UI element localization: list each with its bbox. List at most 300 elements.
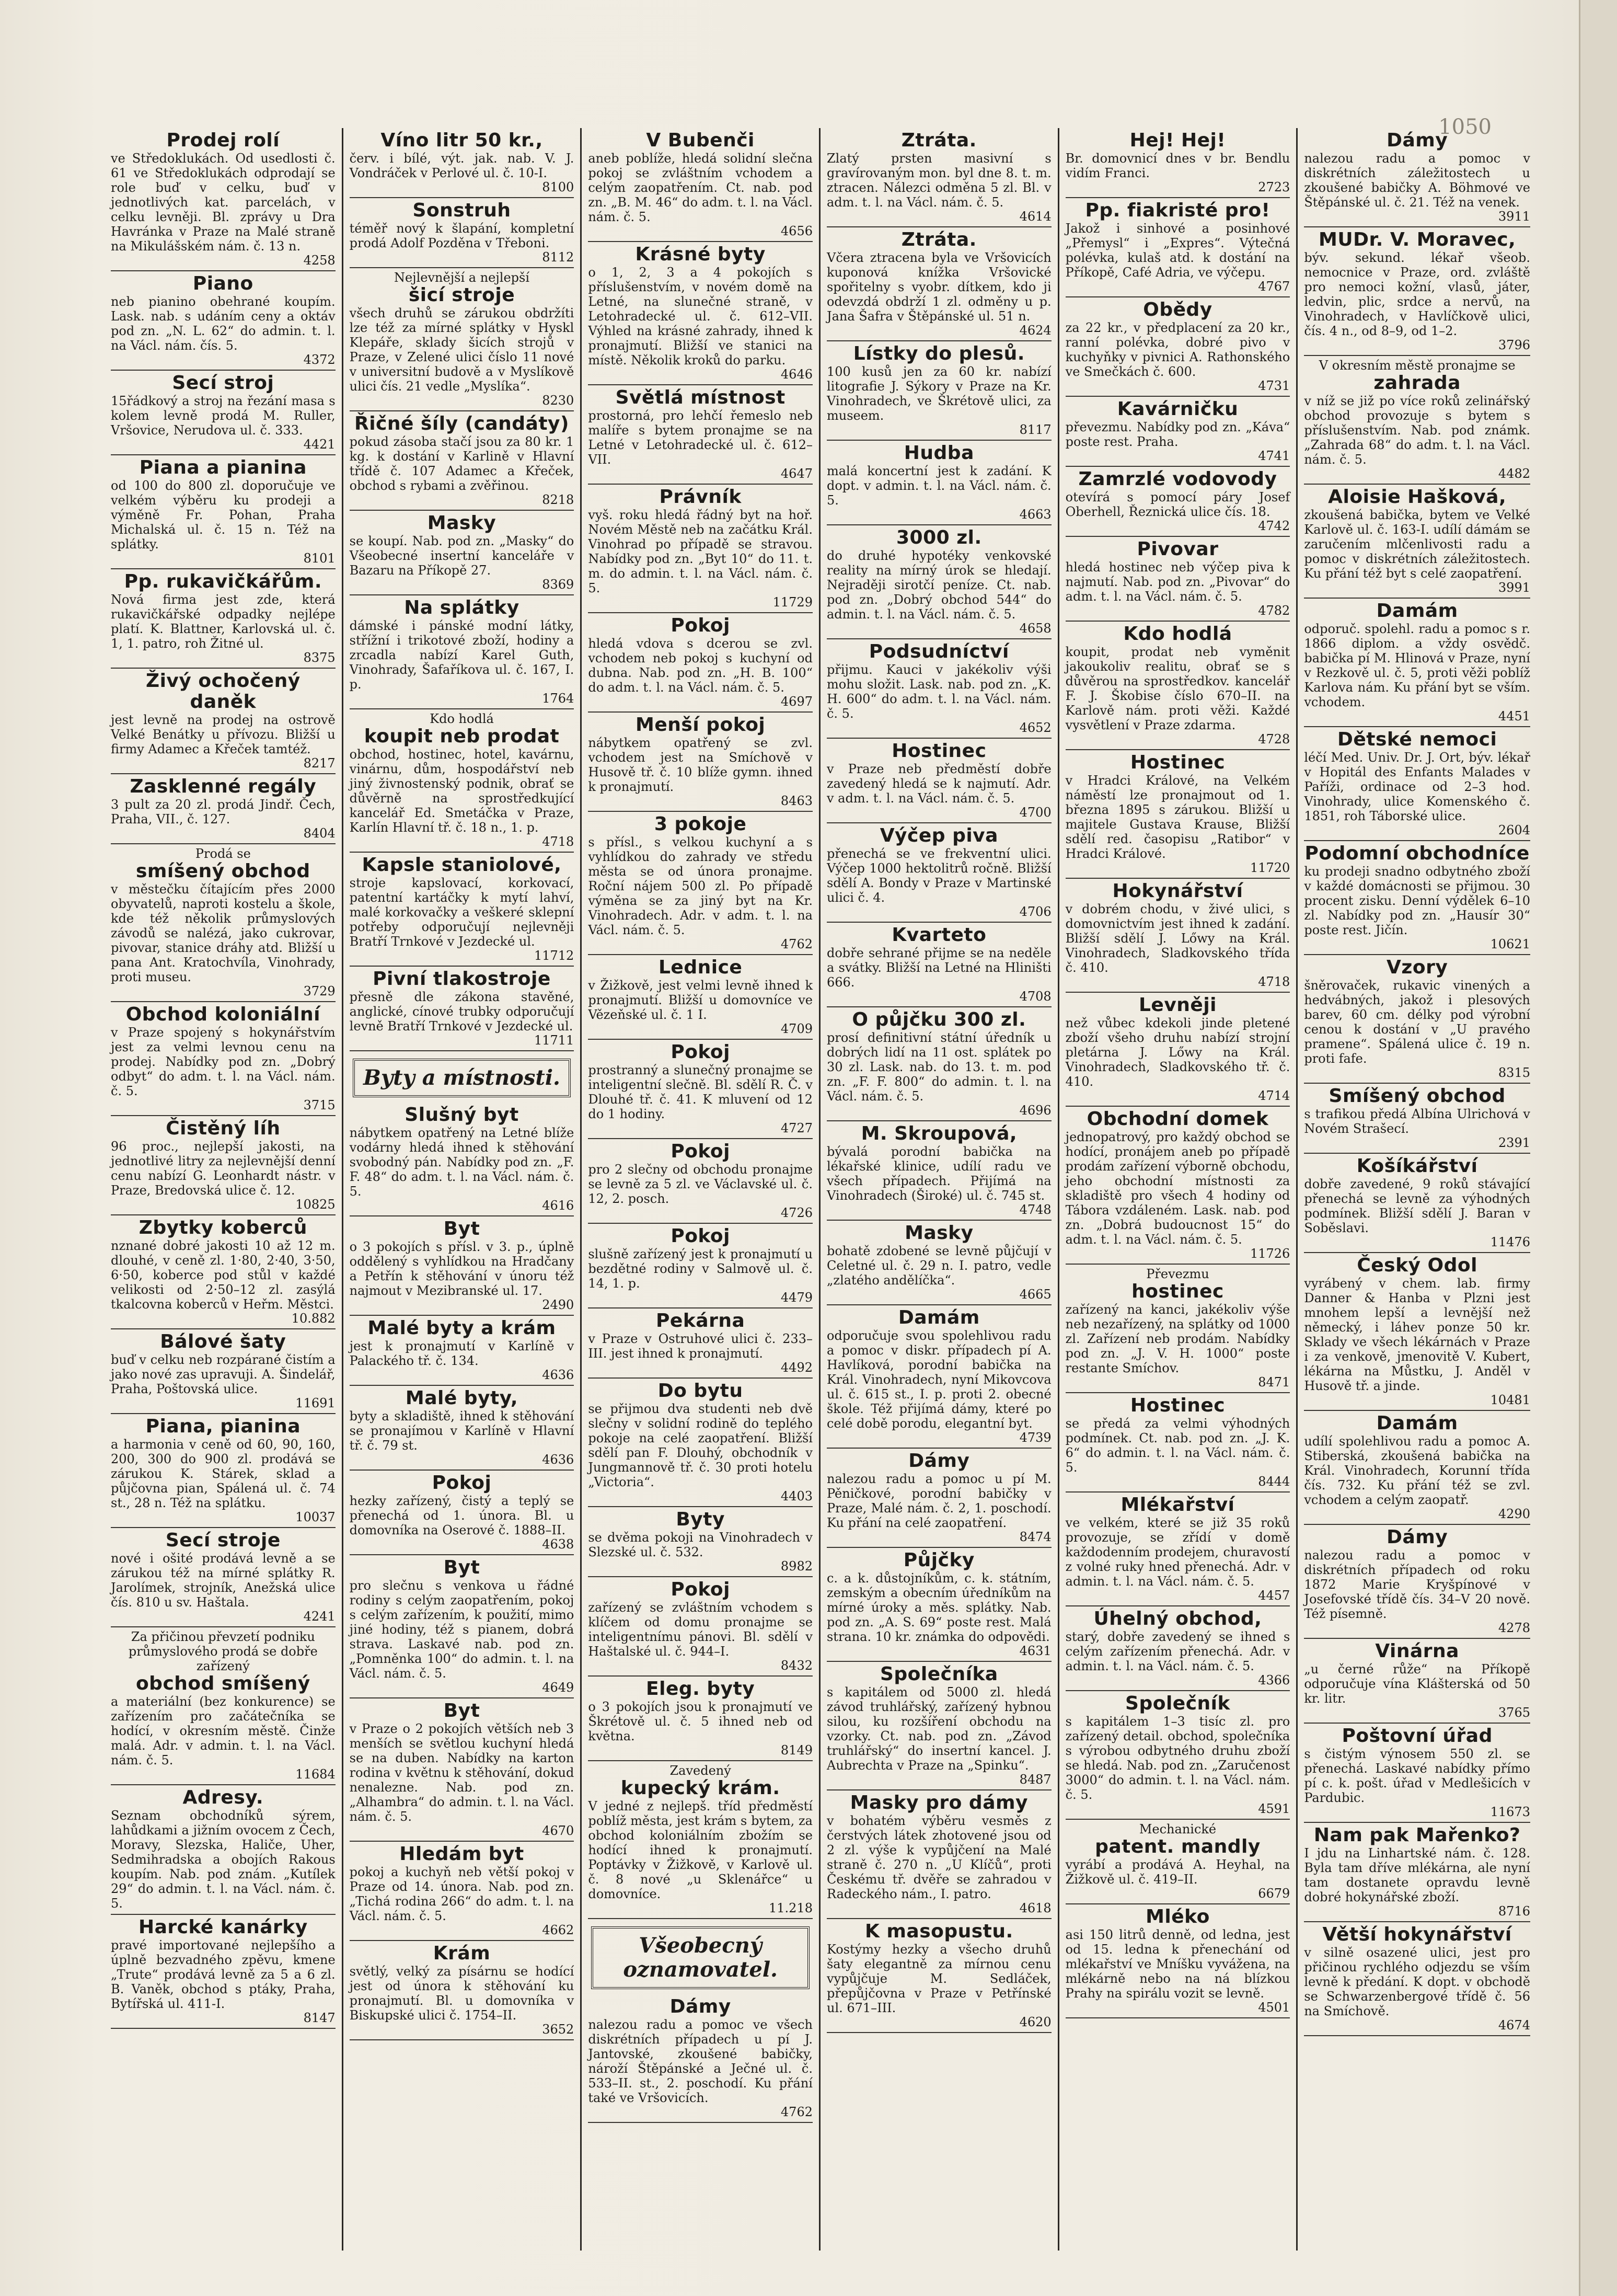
ad-body: nalezou radu a pomoc u pí M. Pěničkové, porodní babičky v Praze, Malé nám. č. 2, 1. poschodí. Ku přání na celé zaopatření. xyxy=(826,1472,1052,1530)
ad-number: 11720 xyxy=(1250,860,1290,875)
classified-ad xyxy=(1304,1724,1530,1823)
ad-body: ku prodeji snadno odbytného zboží v každé domácnosti se přijmou. 30 procent zisku. Denní výdělek 6–10 zl. Nabídky pod zn. „Hausír 30“ poste rest. Jičín. xyxy=(1304,864,1530,937)
ad-body: zkoušená babička, bytem ve Velké Karlově ul. č. 163-I. udílí dámám se zaručením mlčenlivosti radu a pomoc v diskrétních záležitostech. Ku přání též byt s celé zaopatření. xyxy=(1304,508,1530,581)
classified-ad xyxy=(588,1040,813,1139)
ad-body: s čistým výnosem 550 zl. se přenechá. Laskavé nabídky přímo pí c. k. pošt. úřad v Medlešicích v Pardubic. xyxy=(1304,1747,1530,1805)
ad-body: Seznam obchodníků sýrem, lahůdkami a jižním ovocem z Čech, Moravy, Slezska, Haliče, Uher, Sedmihradska a obojích Rakous koupím. Nab. pod znám. „Kutílek 29“ do admin. t. l. na Václ. nám. č. 5. xyxy=(111,1808,336,1911)
ad-headline: Sonstruh xyxy=(412,200,511,221)
classified-ad xyxy=(111,1785,336,1915)
ad-number: 4421 xyxy=(303,437,336,452)
ad-number: 8474 xyxy=(1019,1530,1052,1544)
ad-headline: Pokoj xyxy=(432,1472,492,1494)
classified-ad xyxy=(1304,128,1530,227)
classified-ad xyxy=(1066,198,1290,297)
ad-headline: Damám xyxy=(1376,600,1458,622)
ad-headline: Bálové šaty xyxy=(160,1331,286,1352)
ad-body: pro 2 slečny od obchodu pronajme se levně za 5 zl. ve Václavské ul. č. 12, 2. posch. xyxy=(588,1162,813,1206)
ad-body: v Praze neb předměstí dobře zavedený hledá se k najmutí. Adr. v adm. t. l. na Václ. nám. č. 5. xyxy=(826,762,1052,806)
ad-headline: Pokoj xyxy=(671,1141,730,1162)
classified-ad xyxy=(1304,1154,1530,1253)
ad-number: 3765 xyxy=(1498,1705,1530,1720)
ad-number: 10825 xyxy=(295,1197,336,1212)
classified-ad xyxy=(1304,485,1530,599)
ad-number: 4728 xyxy=(1258,732,1290,747)
ad-body: odporučuje svou spolehlivou radu a pomoc v diskr. případech pí A. Havlíková, porodní babička na Král. Vinohradech, nyní Mikovcova ul. č. 615 st., I. p. proti 2. obecné škole. Též přijímá dámy, které po celé době porodu, elegantní byt. xyxy=(826,1328,1052,1431)
ad-body: šněrovaček, rukavic vinených a hedvábných, jakož i plesových barev, 60 cm. délky pod výrobní cenou k dostání v „U pravého pramene“. Spálená ulice č. 19 n. proti fafe. xyxy=(1304,978,1530,1066)
ad-number: 4614 xyxy=(1019,209,1052,224)
ad-number: 8218 xyxy=(542,492,574,507)
ad-body: vyrábený v chem. lab. firmy Danner & Hanba v Plzni jest mnohem lepší a levnější než německý, i láhev ponze 50 kr. Sklady ve všech lékárnách v Praze i za venkově, jmenovitě V. Kubert, lékárna na Můstku, J. Anděl v Husově tř. a jinde. xyxy=(1304,1276,1530,1393)
ad-headline: Slušný byt xyxy=(405,1104,519,1126)
ad-preline: V okresním městě pronajme se xyxy=(1319,358,1516,373)
ad-body: v Praze v Ostruhové ulici č. 233–III. jest ihned k pronajmutí. xyxy=(588,1331,813,1361)
ad-headline: hostinec xyxy=(1131,1281,1224,1302)
ad-body: se předá za velmi výhodných podmínek. Ct. nab. pod zn. „J. K. 6“ do admin. t. l. na Václ. nám. č. 5. xyxy=(1065,1416,1290,1475)
ad-number: 8487 xyxy=(1019,1772,1052,1787)
ad-number: 4767 xyxy=(1258,279,1290,294)
ad-headline: Pokoj xyxy=(671,1041,730,1063)
ad-preline: Převezmu xyxy=(1146,1267,1209,1281)
ad-headline: Adresy. xyxy=(182,1787,264,1808)
ad-preline: Prodá se xyxy=(195,846,251,861)
ad-number: 4366 xyxy=(1258,1673,1290,1687)
ad-headline: Smíšený obchod xyxy=(1329,1085,1506,1107)
classified-ad xyxy=(350,511,574,595)
ad-headline: Dámy xyxy=(908,1450,970,1472)
ad-number: 4482 xyxy=(1498,466,1530,481)
classified-ad xyxy=(1066,1265,1290,1393)
ad-body: pro slečnu s venkova u řádné rodiny s celým zaopatřením, pokoj s celým zařízením, k použití, mimo jiné hodiny, též s pianem, dobrá strava. Laskavé nab. pod zn. „Pomněnka 100“ do admin. t. l. na Václ. nám. č. 5. xyxy=(349,1578,574,1681)
ad-number: 4479 xyxy=(780,1290,813,1305)
ad-body: hledá vdova s dcerou se zvl. vchodem neb pokoj s kuchyní od dubna. Nab. pod zn. „H. B. 100“ do adm. t. l. na Václ. nám. č. 5. xyxy=(588,636,813,695)
ad-headline: Společník xyxy=(1125,1693,1230,1714)
ad-number: 8147 xyxy=(303,2011,336,2025)
ad-number: 4658 xyxy=(1019,621,1052,636)
classified-ad xyxy=(1066,467,1290,537)
ad-number: 4709 xyxy=(780,1021,813,1036)
ad-headline: Vinárna xyxy=(1375,1640,1459,1662)
classified-ad xyxy=(1304,1922,1530,2036)
ad-number: 3652 xyxy=(542,2022,574,2037)
ad-number: 4762 xyxy=(780,937,813,951)
ad-headline: Damám xyxy=(1376,1413,1458,1434)
classified-ad xyxy=(827,441,1052,525)
ad-number: 4656 xyxy=(780,224,813,238)
ad-number: 2490 xyxy=(542,1298,574,1312)
ad-body: I jdu na Linhartské nám. č. 128. Byla tam dříve mlékárna, ale nyní tam dostanete opravdu levně dobré hokynářské zboží. xyxy=(1304,1846,1530,1904)
classified-ad xyxy=(111,1329,336,1414)
classified-ad xyxy=(1304,1823,1530,1922)
ad-preline: Za přičinou převzetí podniku průmyslového prodá se dobře zařízený xyxy=(128,1629,318,1673)
classified-ad xyxy=(1304,1525,1530,1639)
ad-body: o 1, 2, 3 a 4 pokojích s příslušenstvím, v novém domě na Letné, na slunečné straně, v Letohradecké ul. č. 612–VII. Výhled na krásné zahrady, ihned k pronajmutí. Bližší ve stanici na místě. Několik kroků do parku. xyxy=(588,265,813,368)
ad-headline: Zasklenné regály xyxy=(130,776,317,797)
classified-ad xyxy=(111,1915,336,2029)
ad-body: jednopatrový, pro každý obchod se hodící, pronájem aneb po případě prodám zařízení výborně obchodu, jeho obchodní místnosti za skladiště pro všech 4 hodiny od Tábora vzdáleném. Lask. nab. pod zn. „Dobrá budoucnost 15“ do adm. t. l. na Václ. nám. č. 5. xyxy=(1065,1130,1290,1247)
ad-body: bohatě zdobené se levně půjčují v Celetné ul. č. 29 n. I. patro, vedle „zlatého andělíčka“. xyxy=(826,1244,1052,1288)
classified-ad xyxy=(588,485,813,613)
ad-headline: Byty xyxy=(676,1509,725,1530)
classified-ad xyxy=(827,227,1052,341)
ad-number: 4739 xyxy=(1019,1430,1052,1445)
classified-ad xyxy=(1066,1493,1290,1606)
ad-number: 4451 xyxy=(1498,709,1530,724)
classified-ad xyxy=(588,242,813,385)
classified-ad xyxy=(588,1224,813,1308)
ad-body: aneb poblíže, hledá solidní slečna pokoj se zvláštním vchodem a celým zaopatřením. Ct. nab. pod zn. „B. M. 46“ do adm. t. l. na Václ. nám. č. 5. xyxy=(588,151,813,224)
ad-headline: MUDr. V. Moravec, xyxy=(1319,229,1516,250)
ad-number: 4618 xyxy=(1019,1901,1052,1915)
ad-headline: Lednice xyxy=(658,957,743,978)
ad-headline: Levněji xyxy=(1138,994,1217,1016)
classified-ad xyxy=(111,1002,336,1116)
ad-body: v Hradci Králové, na Velkém náměstí lze pronajmout od 1. března 1895 s zárukou. Bližší u majitele Gustava Krause, Bližší sdělí red. časopisu „Ratibor“ v Hradci Králové. xyxy=(1065,773,1290,861)
ad-headline: Nam pak Mařenko? xyxy=(1313,1824,1521,1846)
ad-body: v Praze spojený s hokynářstvím jest za velmi levnou cenu na prodej. Nabídky pod zn. „Dobrý odbyt“ do adm. t. l. na Václ. nám. č. 5. xyxy=(111,1025,336,1098)
classified-ad xyxy=(111,1528,336,1627)
ad-number: 4646 xyxy=(780,367,813,382)
classified-ad xyxy=(350,967,574,1051)
ad-headline: Mlékařství xyxy=(1121,1494,1235,1516)
ad-body: nznané dobré jakosti 10 až 12 m. dlouhé, v ceně zl. 1·80, 2·40, 3·50, 6·50, koberce pod stůl v každé velikosti od 2·50–12 zl. zasýlá tkalcovna koberců v Heřm. Městci. xyxy=(111,1238,336,1312)
ad-body: od 100 do 800 zl. doporučuje ve velkém výběru ku prodeji a výměně Fr. Pohan, Praha Michalská ul. č. 15 n. Též na splátky. xyxy=(111,478,336,552)
ad-headline: Kdo hodlá xyxy=(1123,623,1232,645)
ad-body: 96 proc., nejlepší jakosti, na jednotlivé litry za nejlevnější denní cenu nabízí G. Leonhardt nástr. v Praze, Bredovská ulice č. 12. xyxy=(111,1139,336,1198)
column-5 xyxy=(1059,128,1298,2251)
classified-ad xyxy=(1066,1393,1290,1493)
ad-headline: Hostinec xyxy=(892,740,987,762)
classified-ad xyxy=(1304,356,1530,485)
classified-ad xyxy=(111,1116,336,1215)
ad-headline: Secí stroj xyxy=(172,372,274,394)
classified-ad xyxy=(1304,955,1530,1084)
ad-number: 8716 xyxy=(1498,1904,1530,1919)
ad-headline: Obchodní domek xyxy=(1087,1108,1269,1130)
ad-headline: Mléko xyxy=(1146,1906,1210,1927)
classified-ad xyxy=(827,1305,1052,1449)
ad-body: ve velkém, které se již 35 roků provozuje, se zřídí v domě každodenním prodejem, churavostí z volné ruky hned přenechá. Adr. v admin. t. l. na Václ. nám. č. 5. xyxy=(1065,1516,1290,1589)
classified-ad xyxy=(111,455,336,569)
ad-headline: Obchod koloniální xyxy=(125,1004,320,1025)
ad-body: léčí Med. Univ. Dr. J. Ort, býv. lékař v Hopitál des Enfants Malades v Paříži, ordinace od 2–3 hod. Vinohrady, ulice Komenského č. 1851, roh Táborské ulice. xyxy=(1304,750,1530,823)
ad-number: 6679 xyxy=(1258,1886,1290,1901)
ad-number: 1764 xyxy=(542,691,574,706)
ad-body: červ. i bílé, výt. jak. nab. V. J. Vondráček v Perlové ul. č. 10-I. xyxy=(349,151,574,180)
ad-number: 3796 xyxy=(1498,338,1530,352)
ad-headline: Řičné šíly (candáty) xyxy=(354,413,569,434)
ad-headline: Světlá místnost xyxy=(615,387,786,408)
ad-number: 4706 xyxy=(1019,904,1052,919)
classified-ad xyxy=(350,1103,574,1216)
ad-body: býv. sekund. lékař všeob. nemocnice v Praze, ord. zvláště pro nemoci kožní, vlasů, játer, ledvin, plic, srdce a nervů, na Vinohradech, v Havlíčkově ulici, čís. 4 n., od 8–9, od 1–2. xyxy=(1304,250,1530,338)
classified-ad xyxy=(1066,297,1290,397)
ad-number: 3911 xyxy=(1498,209,1530,224)
ad-body: nábytkem opatřený se zvl. vchodem jest na Smíchově v Husově tř. č. 10 blíže gymn. ihned k pronajmutí. xyxy=(588,736,813,794)
ad-headline: Český Odol xyxy=(1357,1255,1477,1276)
page-number: 1050 xyxy=(1438,115,1492,139)
ad-headline: Prodej rolí xyxy=(166,130,280,151)
ad-headline: Masky pro dámy xyxy=(850,1792,1028,1813)
ad-body: nalezou radu a pomoc ve všech diskrétních případech u pí J. Jantovské, zkoušené babičky, nároží Štěpánské a Ječné ul. č. 533–II. st., 2. poschodí. Ku přání také ve Vršovicích. xyxy=(588,2017,813,2105)
ad-body: pokud zásoba stačí jsou za 80 kr. 1 kg. k dostání v Karlině v Hlavní třídě č. 107 Adamec a Křeček, obchod s rybami a zvěřinou. xyxy=(349,434,574,493)
classified-ad xyxy=(350,1216,574,1316)
ad-number: 8471 xyxy=(1258,1375,1290,1390)
ad-number: 8404 xyxy=(303,826,336,841)
classified-ad xyxy=(1066,879,1290,993)
ad-number: 4636 xyxy=(542,1452,574,1467)
ad-headline: Dámy xyxy=(1387,1526,1448,1548)
classified-ad xyxy=(350,198,574,268)
classified-ad xyxy=(1066,128,1290,198)
ad-body: nábytkem opatřený na Letné blíže vodárny hledá ihned k stěhování svobodný pán. Nabídky pod zn. „F. F. 48“ do adm. t. l. na Václ. nám. č. 5. xyxy=(349,1126,574,1199)
ad-headline: Zbytky koberců xyxy=(138,1217,307,1238)
classified-ad xyxy=(111,1215,336,1329)
ad-headline: Vzory xyxy=(1387,957,1448,978)
ad-body: dobře zavedené, 9 roků stávající přenechá se levně za výhodných podmínek. Bližší sdělí J. Baran v Soběslavi. xyxy=(1304,1177,1530,1235)
ad-headline: Eleg. byty xyxy=(646,1678,755,1700)
classified-ad xyxy=(1304,1411,1530,1525)
column-1 xyxy=(105,128,343,2251)
ad-headline: Úhelný obchod, xyxy=(1093,1608,1262,1629)
classified-ad xyxy=(1066,1107,1290,1265)
ad-headline: Víno litr 50 kr., xyxy=(380,130,543,151)
classified-ad xyxy=(588,1507,813,1577)
ad-number: 8432 xyxy=(780,1658,813,1673)
ad-number: 4670 xyxy=(542,1823,574,1838)
ad-body: jest k pronajmutí v Karlíně v Palackého tř. č. 134. xyxy=(349,1339,574,1368)
ad-body: bývalá porodní babička na lékařské klinice, udílí radu ve všech případech. Přijímá na Vinohradech (Široké) ul. č. 745 st. xyxy=(826,1144,1052,1203)
ad-headline: Pokoj xyxy=(671,1579,730,1600)
ad-number: 4290 xyxy=(1498,1507,1530,1521)
classified-ad xyxy=(588,955,813,1040)
ad-body: dámské i pánské modní látky, střížní i trikotové zboží, hodiny a zrcadla nabízí Karel Guth, Vinohrady, Šafaříkova ul. č. 167, I. p. xyxy=(349,618,574,692)
ad-number: 4741 xyxy=(1258,449,1290,463)
ad-number: 8117 xyxy=(1019,422,1052,437)
ad-headline: obchod smíšený xyxy=(135,1673,310,1694)
ad-number: 4731 xyxy=(1258,378,1290,393)
ad-number: 4696 xyxy=(1019,1103,1052,1118)
ad-body: a materiální (bez konkurence) se zařízením pro začátečníka se hodící, v okresním městě. Činže malá. Adr. v admin. t. l. na Václ. nám. č. 5. xyxy=(111,1694,336,1767)
ad-body: přenechá se ve frekventní ulici. Výčep 1000 hektolitrů ročně. Bližší sdělí A. Bondy v Praze v Martinské ulici č. 4. xyxy=(826,846,1052,905)
ad-headline: Malé byty a krám xyxy=(367,1317,556,1339)
classified-ad xyxy=(588,1994,813,2123)
ad-body: otevírá s pomocí páry Josef Oberhell, Řeznická ulice čís. 18. xyxy=(1065,490,1290,519)
ad-body: zařízený se zvláštním vchodem s klíčem od domu pronajme se inteligentnímu pánovi. Bl. sdělí v Haštalské ul. č. 944–I. xyxy=(588,1600,813,1659)
ad-number: 10481 xyxy=(1490,1393,1530,1407)
ad-body: dobře sehrané přijme se na neděle a svátky. Bližší na Letné na Hliništi 666. xyxy=(826,946,1052,990)
ad-number: 8315 xyxy=(1498,1065,1530,1080)
classified-ad xyxy=(350,709,574,853)
ad-headline: O půjčku 300 zl. xyxy=(852,1009,1026,1030)
classified-ad xyxy=(111,669,336,774)
ad-number: 4674 xyxy=(1498,2018,1530,2033)
ad-body: Br. domovnicí dnes v br. Bendlu vidím Franci. xyxy=(1065,151,1290,180)
classified-ad xyxy=(111,774,336,844)
ad-body: neb pianino obehrané koupím. Lask. nab. s udáním ceny a oktáv pod zn. „N. L. 62“ do admin. t. l. na Václ. nám. čís. 5. xyxy=(111,294,336,353)
ad-body: koupit, prodat neb vyměnit jakoukoliv realitu, obrať se s důvěrou na sprostředkov. kancelář F. J. Škobise číslo 670–II. na Karlově nám. proti věži. Každé vysvětlení v Praze zdarma. xyxy=(1065,645,1290,732)
classified-ad xyxy=(827,739,1052,823)
ad-body: Včera ztracena byla ve Vršovicích kuponová knížka Vršovické spořitelny s vyobr. dítkem, kdo ji odevzdá obdrží 1 zl. odměny u p. Jana Šafra v Štěpánské ul. 51 n. xyxy=(826,250,1052,324)
ad-number: 8463 xyxy=(780,794,813,808)
classified-ad xyxy=(1066,1820,1290,1904)
classified-ad xyxy=(1066,750,1290,879)
ad-headline: Pp. rukavičkářům. xyxy=(124,571,322,592)
ad-body: přesně dle zákona stavěné, anglické, cínové trubky odporučují levně Bratří Trnkové v Jezdecké ul. xyxy=(349,990,574,1034)
classified-ad xyxy=(350,268,574,411)
ad-number: 4742 xyxy=(1258,519,1290,533)
classified-ad xyxy=(827,823,1052,923)
ad-headline: Dětské nemoci xyxy=(1337,729,1497,750)
ad-number: 4631 xyxy=(1019,1644,1052,1658)
classified-ad xyxy=(588,1677,813,1761)
ad-number: 11712 xyxy=(534,948,574,963)
ad-headline: Podomní obchodníce xyxy=(1304,843,1530,864)
classified-ad xyxy=(350,411,574,511)
classified-ad xyxy=(588,385,813,485)
classified-ad xyxy=(827,1221,1052,1305)
classified-ad xyxy=(350,1316,574,1386)
ad-number: 4591 xyxy=(1258,1801,1290,1816)
ad-number: 2723 xyxy=(1258,180,1290,194)
ad-body: odporuč. spolehl. radu a pomoc s r. 1866 diplom. a vždy osvědč. babička pí M. Hlinová v Praze, nyní v Rezkově ul. č. 5, proti věži poblíž Karlova nám. Ku přání byt se vším. vchodem. xyxy=(1304,622,1530,709)
section-header: Byty a místnosti. xyxy=(353,1059,571,1097)
ad-headline: Na splátky xyxy=(404,597,519,618)
ad-headline: Pivovar xyxy=(1137,538,1219,560)
ad-body: v dobrém chodu, v živé ulici, s domovnictvím jest ihned k zadání. Bližší sdělí J. Lőwy na Král. Vinohradech, Sladkovského třída č. 410. xyxy=(1065,902,1290,975)
classified-ad xyxy=(588,128,813,242)
ad-headline: M. Skroupová, xyxy=(861,1123,1018,1144)
ad-number: 4663 xyxy=(1019,507,1052,522)
ad-headline: Masky xyxy=(427,512,496,534)
ad-headline: Pokoj xyxy=(671,615,730,636)
ad-headline: Košíkářství xyxy=(1356,1155,1478,1177)
classified-ad xyxy=(350,1471,574,1555)
ad-body: buď v celku neb rozpárané čistím a jako nové zas upravuji. A. Šindelář, Praha, Poštovská ulice. xyxy=(111,1352,336,1396)
ad-headline: Podsudníctví xyxy=(869,641,1009,662)
ad-number: 8375 xyxy=(303,650,336,665)
column-4 xyxy=(821,128,1059,2251)
classified-ad xyxy=(588,1379,813,1507)
ad-headline: Hostinec xyxy=(1130,752,1226,773)
ad-body: hledá hostinec neb výčep piva k najmutí. Nab. pod zn. „Pivovar“ do adm. t. l. na Václ. nám. č. 5. xyxy=(1065,560,1290,604)
ad-body: za 22 kr., v předplacení za 20 kr., ranní polévka, dobré pivo v kuchyňky v pivnici A. Rathonského ve Smečkách č. 600. xyxy=(1065,320,1290,379)
ad-headline: Půjčky xyxy=(903,1549,975,1571)
ad-number: 4697 xyxy=(780,694,813,709)
ad-number: 8149 xyxy=(780,1743,813,1758)
ad-headline: K masopustu. xyxy=(864,1921,1013,1942)
ad-headline: Hledám byt xyxy=(399,1843,524,1865)
ad-body: se dvěma pokoji na Vinohradech v Slezské ul. č. 532. xyxy=(588,1530,813,1559)
ad-body: Zlatý prsten masivní s gravírovaným mon. byl dne 8. t. m. ztracen. Nálezci odměna 5 zl. Bl. v adm. t. l. na Václ. nám. č. 5. xyxy=(826,151,1052,210)
ad-headline: Krásné byty xyxy=(635,244,766,265)
column-3 xyxy=(582,128,821,2251)
classified-ad xyxy=(350,1386,574,1471)
ad-headline: Pp. fiakristé pro! xyxy=(1085,200,1270,221)
ad-body: v níž se již po více roků zelinářský obchod provozuje s bytem s příslušenstvím. Nab. pod známk. „Zahrada 68“ do adm. t. l. na Václ. nám. č. 5. xyxy=(1304,394,1530,467)
ad-body: se přijmou dva studenti neb dvě slečny v solidní rodině do teplého pokoje na celé zaopatření. Bližší sdělí pan F. Dlouhý, obchodník v Jungmannově tř. č. 30 proti hotelu „Victoria“. xyxy=(588,1402,813,1489)
classified-ad xyxy=(1066,622,1290,750)
ad-headline: patent. mandly xyxy=(1095,1836,1261,1857)
ad-body: světlý, velký za písárnu se hodící jest od února k stěhování ku pronajmutí. Bl. u domovníka v Biskupské ulici č. 1754–II. xyxy=(349,1964,574,2023)
classified-ad xyxy=(1066,537,1290,622)
ad-headline: Čistěný líh xyxy=(166,1118,281,1139)
classified-ad xyxy=(111,271,336,371)
ad-headline: Hokynářství xyxy=(1112,880,1243,902)
ad-headline: Hostinec xyxy=(1130,1395,1226,1416)
ad-body: nové i ošité prodává levně a se zárukou též na mírné splátky R. Jarolímek, strojník, Anežská ulice čís. 810 u sv. Haštala. xyxy=(111,1551,336,1610)
column-2 xyxy=(343,128,582,2251)
column-6 xyxy=(1298,128,1537,2251)
classified-ad xyxy=(827,639,1052,739)
ad-headline: zahrada xyxy=(1373,372,1461,394)
classified-ad xyxy=(350,128,574,198)
classified-ad xyxy=(588,1761,813,1919)
ad-body: zařízený na kanci, jakékoliv výše neb nezařízený, na splátky od 1000 zl. Zařízení neb prodám. Nabídky pod zn. „J. V. H. 1000“ poste restante Smíchov. xyxy=(1065,1302,1290,1375)
ad-number: 4492 xyxy=(780,1360,813,1375)
ad-number: 4782 xyxy=(1258,603,1290,618)
ad-headline: V Bubenči xyxy=(646,130,755,151)
ad-body: než vůbec kdekoli jinde pletené zboží všeho druhu nabízí strojní pletárna J. Lőwy na Král. Vinohradech, Sladkovského tř. č. 410. xyxy=(1065,1016,1290,1089)
ad-number: 8101 xyxy=(303,551,336,566)
ad-headline: Aloisie Hašková, xyxy=(1328,486,1507,508)
ad-number: 4649 xyxy=(542,1680,574,1695)
ad-number: 4457 xyxy=(1258,1588,1290,1603)
ad-number: 4638 xyxy=(542,1537,574,1552)
classified-ad xyxy=(827,1919,1052,2033)
ad-number: 11691 xyxy=(295,1396,336,1410)
ad-preline: Mechanické xyxy=(1139,1822,1217,1836)
ad-headline: Větší hokynářství xyxy=(1322,1924,1512,1945)
ad-body: téměř nový k šlapání, kompletní prodá Adolf Pozděna v Třeboni. xyxy=(349,221,574,250)
ad-body: „u černé růže“ na Příkopě odporučuje vína Klášterská od 50 kr. litr. xyxy=(1304,1662,1530,1706)
ad-headline: Živý ochočený daněk xyxy=(145,670,301,713)
ad-number: 8217 xyxy=(303,756,336,771)
ad-headline: Byt xyxy=(443,1218,480,1239)
ad-body: nalezou radu a pomoc v diskrétních záležitostech u zkoušené babičky A. Böhmové ve Štěpánské ul. č. 21. Též na venek. xyxy=(1304,151,1530,210)
ad-body: s přísl., s velkou kuchyní a s vyhlídkou do zahrady ve středu města se od února pronajme. Roční nájem 500 zl. Po případě výměna se za jiný byt na Kr. Vinohradech. Adr. v adm. t. l. na Václ. nám. č. 5. xyxy=(588,835,813,937)
ad-number: 11726 xyxy=(1250,1246,1290,1261)
ad-headline: Kavárničku xyxy=(1117,398,1239,420)
classified-ad xyxy=(827,923,1052,1007)
ad-number: 4624 xyxy=(1019,323,1052,338)
classified-columns xyxy=(105,128,1537,2251)
ad-body: slušně zařízený jest k pronajmutí u bezdětné rodiny v Salmově ul. č. 14, 1. p. xyxy=(588,1247,813,1291)
ad-body: nalezou radu a pomoc v diskrétních případech od roku 1872 Marie Kryšpínové v Josefovské třídě čís. 34–V 20 nově. Též písemně. xyxy=(1304,1548,1530,1621)
classified-ad xyxy=(827,1007,1052,1121)
ad-number: 4718 xyxy=(1258,974,1290,989)
ad-headline: Malé byty, xyxy=(405,1387,518,1409)
ad-number: 4708 xyxy=(1019,989,1052,1004)
ad-number: 4258 xyxy=(303,253,336,268)
classified-ad xyxy=(1304,727,1530,841)
ad-number: 4700 xyxy=(1019,805,1052,820)
ad-body: c. a k. důstojníkům, c. k. státním, zemským a obecním úředníkům na mírné úroky a měs. splátky. Nab. pod zn. „A. S. 69“ poste rest. Malá strana. 10 kr. známka do odpovědi. xyxy=(826,1571,1052,1644)
classified-ad xyxy=(588,613,813,713)
classified-ad xyxy=(1304,1084,1530,1154)
classified-ad xyxy=(350,1941,574,2040)
ad-body: přijmu. Kauci v jakékoliv výši mohu složit. Lask. nab. pod zn. „K. H. 600“ do adm. t. l. na Václ. nám. č. 5. xyxy=(826,662,1052,721)
ad-headline: Ztráta. xyxy=(901,130,977,151)
ad-body: Kostýmy hezky a všecho druhů šaty elegantně za mírnou cenu vypůjčuje M. Sedláček, přepůjčovna v Praze v Petřínské ul. 671–III. xyxy=(826,1942,1052,2015)
ad-number: 3715 xyxy=(303,1098,336,1112)
ad-body: ve Středoklukách. Od usedlosti č. 61 ve Středoklukách odprodají se role buď v celku, buď v jednotlivých kat. parcelách, v celku levněji. Bl. zprávy u Dra Havránka v Praze na Malé straně na Mikulášském nám. č. 13 n. xyxy=(111,151,336,254)
ad-body: byty a skladiště, ihned k stěhování se pronajímou v Karlíně v Hlavní tř. č. 79 st. xyxy=(349,1409,574,1453)
ad-number: 10.882 xyxy=(291,1311,336,1326)
ad-body: 100 kusů jen za 60 kr. nabízí litografie J. Sýkory v Praze na Kr. Vinohradech, ve Škrétově ulici, za museem. xyxy=(826,364,1052,423)
classified-ad xyxy=(1066,993,1290,1107)
ad-headline: šicí stroje xyxy=(408,284,515,306)
ad-number: 11684 xyxy=(295,1767,336,1782)
